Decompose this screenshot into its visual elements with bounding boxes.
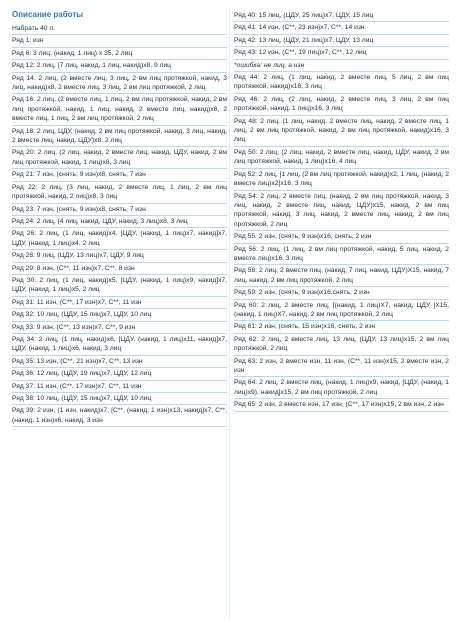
pattern-row: Ряд 29: 8 изн, (С**, 11 изн)х7, С**, 8 изн bbox=[12, 263, 227, 275]
column-divider bbox=[229, 8, 230, 618]
left-column bbox=[12, 10, 227, 427]
right-rows-list bbox=[234, 10, 449, 412]
errata-note: *ошибка: не лиц, а изн bbox=[234, 60, 449, 72]
pattern-row: Ряд 65: 2 изн, 2 вместе изн, 17 изн, (С**, 17 изн)х15, 2 вм изн, 2 изн bbox=[234, 399, 449, 411]
pattern-row: Ряд 31: 11 изн, (С**, 17 изн)х7, С**, 11 изн bbox=[12, 297, 227, 309]
pattern-row: Ряд 26: 2 лиц, (1 лиц, накид)х4, [ЦДУ, (накид, 1 лиц)х7, накид]х7, ЦДУ, (накид, 1 лиц)х4, 2 лиц bbox=[12, 228, 227, 250]
pattern-row: Ряд 64: 2 лиц, 2 вместе лиц, (накид, 1 лиц)х9, накид, [ЦДУ, (накид, 1 лиц)х9), накид]х15, 2 вм лиц протяжкой, 2 лиц bbox=[234, 377, 449, 399]
pattern-row: Ряд 6: 3 лиц, (накид, 1 лиц) х 35, 2 лиц bbox=[12, 48, 227, 60]
pattern-row: Ряд 20: 2 лиц, (2 лиц, накид, 2 вместе лиц, накид, ЦДУ, накид, 2 вм лиц протяжкой, накид, 1 лиц)х8, 3 лиц bbox=[12, 147, 227, 169]
pattern-row: Ряд 36: 12 лиц, (ЦДУ, 19 лиц)х7, ЦДУ, 12 лиц bbox=[12, 368, 227, 380]
pattern-row: Ряд 35: 13 изн, (С**, 21 изн)х7, С**, 13 изн bbox=[12, 356, 227, 368]
pattern-row: Ряд 40: 15 лиц, (ЦДУ, 25 лиц)х7, ЦДУ, 15 лиц bbox=[234, 10, 449, 22]
pattern-row: Ряд 39: 2 изн, (1 изн, накид)х7, [С**, (накид, 1 изн)х13, накид]х7, С**, (накид, 1 изн)х6, накид, 3 изн bbox=[12, 405, 227, 427]
pattern-row: Ряд 23: 7 изн, (снять, 9 изн)х8, снять, 7 изн bbox=[12, 204, 227, 216]
pattern-row: Ряд 43: 12 изн, (С**, 19 лиц)х7, С**, 12 лиц bbox=[234, 47, 449, 59]
pattern-row: Ряд 62: 2 лиц, 2 вместе лиц, 13 лиц, (ЦДУ, 13 лиц)х15, 2 вм лиц протяжкой, 2 лиц bbox=[234, 334, 449, 356]
pattern-row: Ряд 52: 2 лиц, [1 лиц, (2 вм лиц протяжкой, накид)х2, 1 лиц, (накид, 2 вместе лиц)х2]х16, 3 лиц bbox=[234, 169, 449, 191]
pattern-row: Ряд 37: 11 изн, (С**, 17 изн)х7, С**, 11 изн bbox=[12, 381, 227, 393]
pattern-row: Ряд 42: 13 лиц, (ЦДУ, 21 лиц)х7, ЦДУ, 13 лиц bbox=[234, 35, 449, 47]
pattern-row: Ряд 55: 2 изн, (снять, 9 изн)х16, снять, 2 изн bbox=[234, 231, 449, 243]
pattern-row: Ряд 61: 2 изн, (снять, 15 изн)х16, снять, 2 изн bbox=[234, 321, 449, 333]
pattern-row: Ряд 60: 2 лиц, 2 вместе лиц, [(накид, 1 лиц)Х7, накид, ЦДУ ]Х15, (накид, 1 лиц)Х7, накид, 2 вм лиц протяжкой, 2 лиц bbox=[234, 300, 449, 322]
left-rows-list bbox=[12, 23, 227, 427]
pattern-row: Ряд 59: 2 изн, (снять, 9 изн)х16,снять, 2 изн bbox=[234, 287, 449, 299]
pattern-row: Ряд 33: 9 изн, (С**, 13 изн)х7, С**, 9 изн bbox=[12, 322, 227, 334]
pattern-row: Ряд 28: 9 лиц, (ЦДУ, 13 лиц)х7, ЦДУ, 9 лиц bbox=[12, 250, 227, 262]
section-title: Описание работы bbox=[12, 10, 84, 19]
pattern-row: Ряд 18: 2 лиц, ЦДУ, (накид, 2 вм лиц протяжкой, накид, 3 лиц, накид, 2 вместе лиц, накид, ЦДУ)х8, 2 лиц bbox=[12, 126, 227, 148]
pattern-row: Ряд 41: 14 изн, (С**, 23 изн)х7, С**, 14 изн bbox=[234, 22, 449, 34]
pattern-row: Ряд 34: 2 лиц, (1 лиц, накид)х6, [ЦДУ, (накид, 1 лиц)х11, накид]х7, ЦДУ, (накид, 1 лиц)х6, накид, 3 лиц bbox=[12, 334, 227, 356]
pattern-row: Ряд 14: 2 лиц, (2 вместе лиц, 3 лиц, 2 вм лиц протяжкой, накид, 3 лиц, накид)х8, 2 вместе лиц, 3 лиц, 2 вм лиц протяжкой, 2 лиц bbox=[12, 73, 227, 95]
right-column bbox=[234, 10, 449, 412]
pattern-row: Ряд 22: 2 лиц, (3 лиц, накид, 2 вместе лиц, 1 лиц, 2 вм лиц протяжкой, накид, 2 лиц)х8, 3 лиц bbox=[12, 182, 227, 204]
pattern-row: Ряд 21: 7 изн, (снять, 9 изн)х8, снять, 7 изн bbox=[12, 169, 227, 181]
pattern-row: Ряд 44: 2 лиц, (1 лиц, накид, 2 вместе лиц, 5 лиц, 2 вм лиц протяжкой, накид)х16, 3 лиц bbox=[234, 72, 449, 94]
pattern-row: Ряд 48: 2 лиц, (1 лиц, накид, 2 вместе лиц, накид, 2 вместе лиц, 1 лиц, 2 вм лиц протяжкой, накид, 2 вм лиц протяжкой, накид)х16, 3 лиц bbox=[234, 116, 449, 147]
pattern-row: Ряд 24: 2 лиц, (4 лиц, накид, ЦДУ, накид, 3 лиц)х8, 3 лиц bbox=[12, 216, 227, 228]
pattern-row: Ряд 46: 2 лиц, (2 лиц, накид, 2 вместе лиц, 3 лиц, 2 вм лиц протяжкой, накид, 1 лиц)х16, 3 лиц bbox=[234, 94, 449, 116]
pattern-row: Ряд 50: 2 лиц, (2 лиц, накид, 2 вместе лиц, накид, ЦДУ, накид, 2 вм лиц протяжкой, накид, 1 лиц)х16, 4 лиц bbox=[234, 147, 449, 169]
pattern-row: Ряд 58: 2 лиц, 2 вместе лиц, (накид, 7 лиц, накид, ЦДУ)Х15, накид, 7 лиц, накид, 2 вм лиц протяжкой, 2 лиц bbox=[234, 265, 449, 287]
pattern-row: Ряд 32: 10 лиц, (ЦДУ, 15 лиц)х7, ЦДУ, 10 лиц bbox=[12, 309, 227, 321]
pattern-row: Ряд 12: 2 лиц, (7 лиц, накид, 1 лиц, накид)х8, 9 лиц bbox=[12, 60, 227, 72]
pattern-row: Ряд 54: 2 лиц, 2 вместе лиц, (накид, 2 вм лиц протяжкой, накид, 3 лиц, накид, 2 вместе лиц, накид, ЦДУ)х15, накид, 2 вм лиц протяжкой, накид, 3 лиц, накид, 2 вместе лиц, накид, 2 вм лиц протяжкой, 2 лиц bbox=[234, 191, 449, 232]
pattern-row: Ряд 63: 2 изн, 2 вместе изн, 11 изн, (С**, 11 изн)х15, 2 вместе изн, 2 изн bbox=[234, 356, 449, 378]
pattern-row: Набрать 40 п. bbox=[12, 23, 227, 35]
pattern-row: Ряд 30: 2 лиц, (1 лиц, накид)х5, [ЦДУ, (накид, 1 лиц)х9, накид]х7, ЦДУ, (накид, 1 лиц)х5, 2 лиц bbox=[12, 275, 227, 297]
pattern-row: Ряд 56: 2 лиц, (1 лиц, 2 вм лиц протяжкой, накид, 5 лиц, накид, 2 вместе лиц)х16, 3 лиц bbox=[234, 244, 449, 266]
pattern-row: Ряд 16: 2 лиц, (2 вместе лиц, 1 лиц, 2 вм лиц протяжкой, накид, 2 вм лиц протяжкой, накид, 1 лиц, накид, 2 вместе лиц, накид)х8, 2 вместе лиц, 1 лиц, 2 вм лиц протяжкой, 2 лиц bbox=[12, 94, 227, 125]
pattern-row: Ряд 1: изн bbox=[12, 35, 227, 47]
pattern-row: Ряд 38: 10 лиц, (ЦДУ, 15 лиц)х7, ЦДУ, 10 лиц bbox=[12, 393, 227, 405]
